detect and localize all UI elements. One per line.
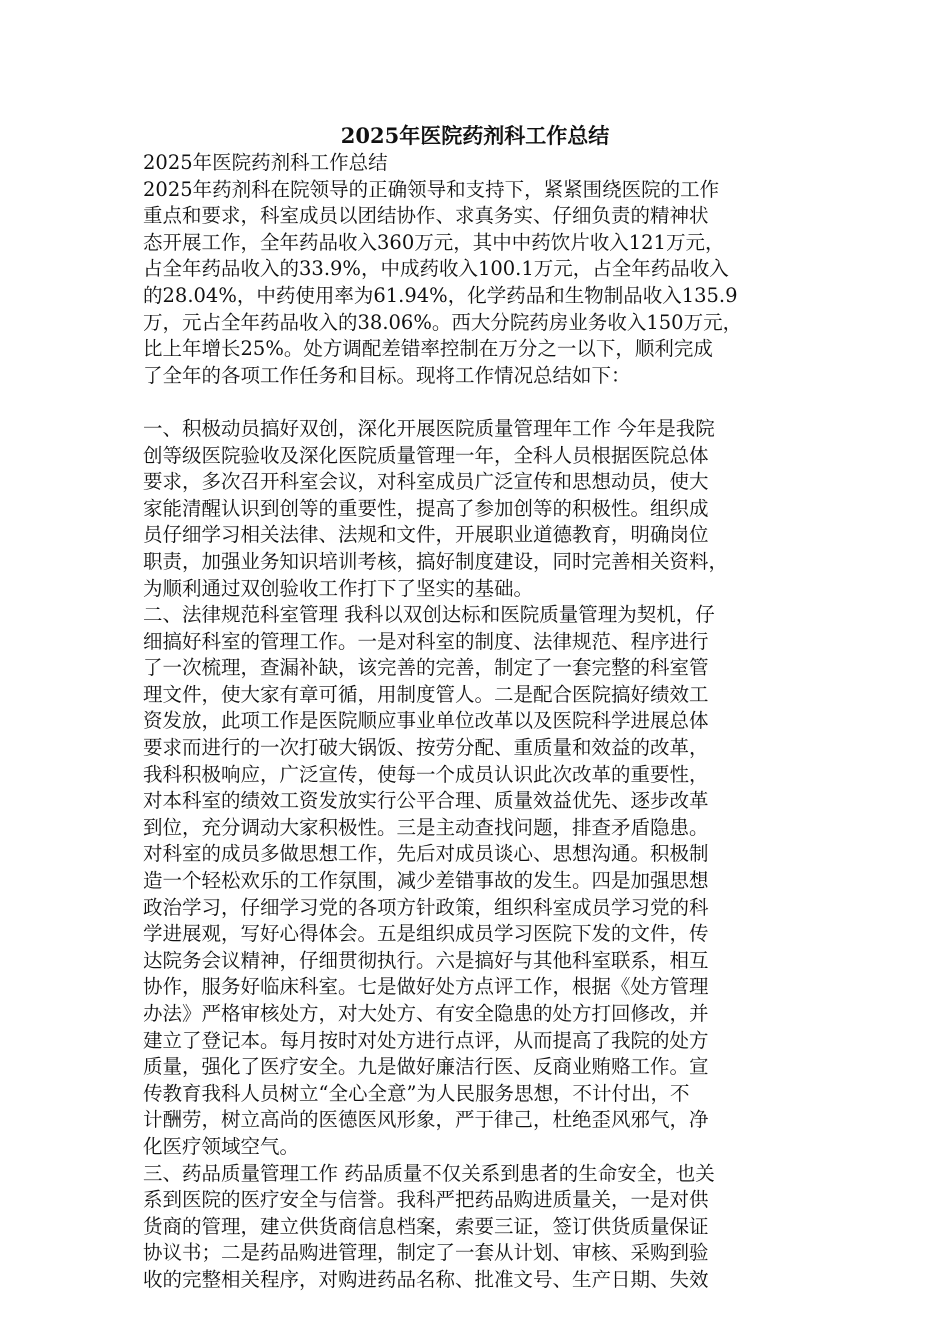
- text-line: 为顺利通过双创验收工作打下了坚实的基础。: [143, 576, 534, 600]
- text-line: 学进展观，写好心得体会。五是组织成员学习医院下发的文件，传: [143, 922, 709, 946]
- blank-line: [143, 389, 813, 416]
- text-line: 万，元占全年药品收入的38.06%。西大分院药房业务收入150万元，: [143, 310, 743, 334]
- text-line: 细搞好科室的管理工作。一是对科室的制度、法律规范、程序进行: [143, 629, 709, 653]
- text-line: 系到医院的医疗安全与信誉。我科严把药品购进质量关，一是对供: [143, 1188, 709, 1212]
- text-line: 2025年医院药剂科工作总结: [143, 151, 388, 174]
- text-line: 我科积极响应，广泛宣传，使每一个成员认识此次改革的重要性，: [143, 762, 709, 786]
- text-line: 创等级医院验收及深化医院质量管理一年，全科人员根据医院总体: [143, 443, 709, 467]
- text-line: 理文件，使大家有章可循，用制度管人。二是配合医院搞好绩效工: [143, 682, 709, 706]
- text-line: 要求，多次召开科室会议，对科室成员广泛宣传和思想动员，使大: [143, 470, 709, 494]
- text-line: 对科室的成员多做思想工作，先后对成员谈心、思想沟通。积极制: [143, 842, 709, 866]
- text-line: 态开展工作，全年药品收入360万元，其中中药饮片收入121万元，: [143, 230, 725, 254]
- text-line: 计酬劳，树立高尚的医德医风形象，严于律己，杜绝歪风邪气，净: [143, 1108, 709, 1132]
- text-line: 职责，加强业务知识培训考核，搞好制度建设，同时完善相关资料，: [143, 549, 729, 573]
- text-line: 资发放，此项工作是医院顺应事业单位改革以及医院科学进展总体: [143, 709, 709, 733]
- text-line: 比上年增长25%。处方调配差错率控制在万分之一以下，顺利完成: [143, 337, 713, 361]
- text-line: 达院务会议精神，仔细贯彻执行。六是搞好与其他科室联系，相互: [143, 948, 709, 972]
- text-line: 办法》严格审核处方，对大处方、有安全隐患的处方打回修改，并: [143, 1002, 709, 1025]
- text-line: 建立了登记本。每月按时对处方进行点评，从而提高了我院的处方: [143, 1028, 709, 1052]
- text-line: 传教育我科人员树立“全心全意”为人民服务思想，不计付出，不: [143, 1081, 690, 1105]
- text-line: 协议书；二是药品购进管理，制定了一套从计划、审核、采购到验: [143, 1241, 709, 1265]
- text-line: 2025年药剂科在院领导的正确领导和支持下，紧紧围绕医院的工作: [143, 177, 720, 201]
- text-line: 协作，服务好临床科室。七是做好处方点评工作，根据《处方管理: [143, 975, 709, 999]
- text-line: 的28.04%，中药使用率为61.94%，化学药品和生物制品收入135.9: [143, 283, 738, 307]
- text-line: 员仔细学习相关法律、法规和文件，开展职业道德教育，明确岗位: [143, 523, 709, 547]
- text-line: 二、法律规范科室管理 我科以双创达标和医院质量管理为契机，仔: [143, 603, 715, 627]
- text-line: 重点和要求，科室成员以团结协作、求真务实、仔细负责的精神状: [143, 204, 709, 228]
- text-line: 质量，强化了医疗安全。九是做好廉洁行医、反商业贿赂工作。宣: [143, 1055, 709, 1079]
- text-line: 造一个轻松欢乐的工作氛围，减少差错事故的发生。四是加强思想: [143, 869, 709, 893]
- text-line: 三、药品质量管理工作 药品质量不仅关系到患者的生命安全，也关: [143, 1161, 715, 1185]
- text-line: 化医疗领域空气。: [143, 1134, 300, 1158]
- text-line: 收的完整相关程序，对购进药品名称、批准文号、生产日期、失效: [143, 1267, 709, 1291]
- text-line: 占全年药品收入的33.9%，中成药收入100.1万元，占全年药品收入: [143, 257, 729, 281]
- text-line: 货商的管理，建立供货商信息档案，索要三证，签订供货质量保证: [143, 1214, 709, 1238]
- text-line: 一、积极动员搞好双创，深化开展医院质量管理年工作 今年是我院: [143, 416, 715, 440]
- text-line: 对本科室的绩效工资发放实行公平合理、质量效益优先、逐步改革: [143, 789, 709, 813]
- text-line: 了全年的各项工作任务和目标。现将工作情况总结如下：: [143, 363, 631, 387]
- text-line: 到位，充分调动大家积极性。三是主动查找问题，排查矛盾隐患。: [143, 815, 709, 839]
- text-line: 要求而进行的一次打破大锅饭、按劳分配、重质量和效益的改革，: [143, 736, 709, 760]
- document-body: [143, 150, 813, 1294]
- text-line: 政治学习，仔细学习党的各项方针政策，组织科室成员学习党的科: [143, 895, 709, 919]
- text-line: 家能清醒认识到创等的重要性，提高了参加创等的积极性。组织成: [143, 496, 709, 520]
- document-title: 2025年医院药剂科工作总结: [340, 123, 610, 148]
- text-line: 了一次梳理，查漏补缺，该完善的完善，制定了一套完整的科室管: [143, 656, 709, 680]
